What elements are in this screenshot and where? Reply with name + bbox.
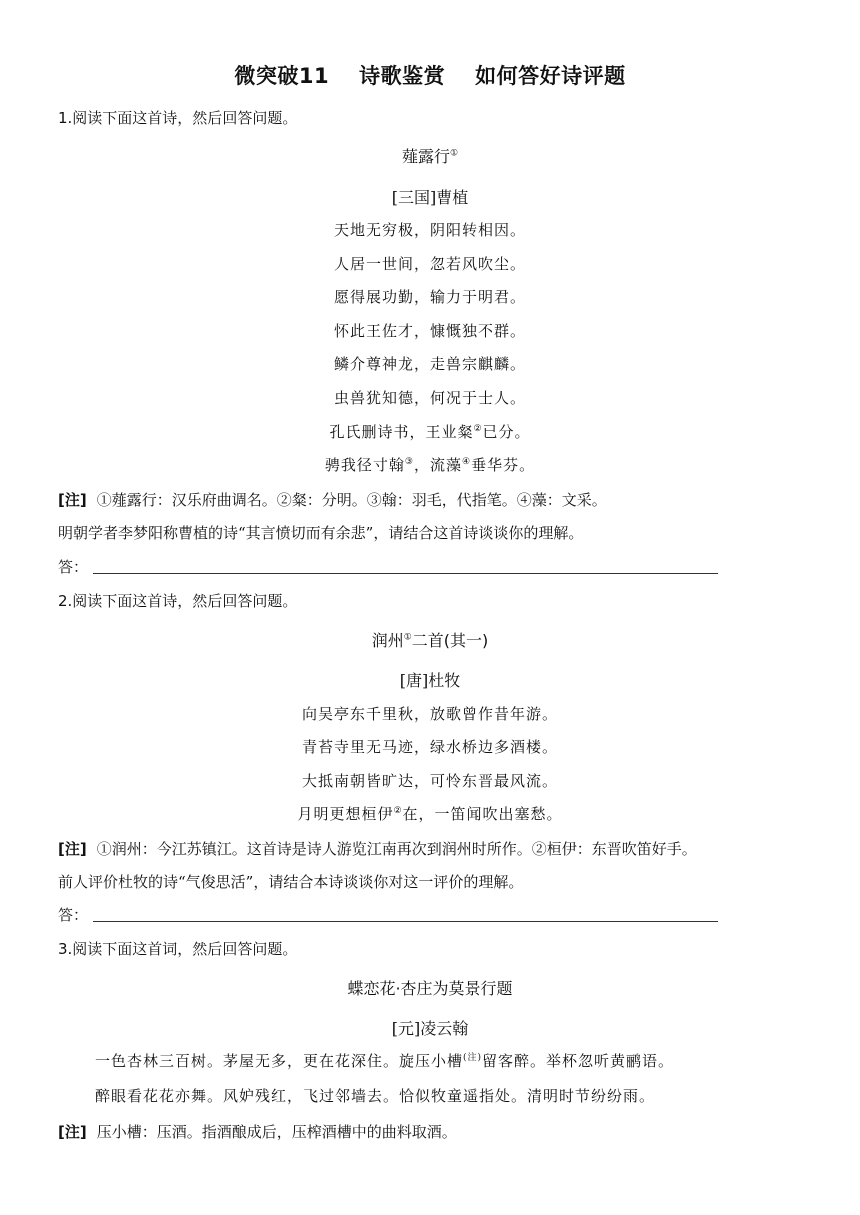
poem-3-note: [58, 1121, 457, 1142]
answer-2-field[interactable]: [58, 904, 88, 925]
note-tag: [注]: [58, 840, 87, 858]
poem-1-author: [三国]曹植: [391, 188, 469, 207]
poem-3-title: 蝶恋花·杏庄为莫景行题: [347, 979, 513, 998]
poem-1-line: 鳞介尊神龙，走兽宗麒麟。: [333, 355, 526, 373]
poem-2-line: [0, 803, 860, 824]
poem-2-line: 青苔寺里无马迹，绿水桥边多酒楼。: [301, 738, 558, 756]
note-tag: [注]: [58, 1123, 87, 1141]
poem-3-line: [95, 1050, 674, 1071]
question-2-prompt: 前人评价杜牧的诗“气俊思活”，请结合本诗谈谈你对这一评价的理解。: [58, 873, 524, 891]
question-1-label: 1.阅读下面这首诗，然后回答问题。: [58, 109, 298, 127]
poem-2-line-text: 月明更想桓伊: [297, 805, 394, 823]
poem-1-line-text: 已分。: [482, 423, 531, 441]
poem-2-title-text: 二首(其一): [411, 631, 489, 650]
answer-label: 答：: [58, 906, 89, 924]
footnote-marker: ④: [462, 457, 472, 467]
title-part-2: 诗歌鉴赏: [359, 64, 446, 88]
poem-1-line-text: ，流藻: [413, 456, 462, 474]
poem-1-line: 虫兽犹知德，何况于士人。: [333, 389, 526, 407]
title-part-3: 如何答好诗评题: [475, 64, 626, 88]
poem-1-line-text: 垂华芬。: [471, 456, 536, 474]
footnote-marker: ③: [404, 457, 414, 467]
poem-3-line-text: 留客醉。举杯忽听黄鹂语。: [482, 1052, 675, 1070]
title-part-1: 微突破11: [234, 64, 330, 88]
answer-line[interactable]: [93, 573, 718, 574]
footnote-marker: (注): [463, 1053, 483, 1063]
footnote-marker: ②: [473, 424, 483, 434]
poem-2-title-text: 润州: [371, 631, 404, 650]
page-title: [0, 60, 860, 90]
poem-2-title: [0, 628, 860, 651]
poem-1-line-text: 孔氏删诗书，王业粲: [329, 423, 474, 441]
poem-1-line: 天地无穷极，阴阳转相因。: [333, 221, 526, 239]
question-3-label: 3.阅读下面这首词，然后回答问题。: [58, 940, 298, 958]
note-text: ①润州：今江苏镇江。这首诗是诗人游览江南再次到润州时所作。②桓伊：东晋吹笛好手。: [96, 840, 697, 858]
note-tag: [注]: [58, 491, 87, 509]
poem-3-line-text: 一色杏林三百树。茅屋无多，更在花深住。旋压小槽: [95, 1052, 464, 1070]
footnote-marker: ②: [393, 806, 403, 816]
poem-1-line: 愿得展功勤，输力于明君。: [333, 288, 526, 306]
poem-1-line-text: 骋我径寸翰: [324, 456, 405, 474]
poem-1-line: [0, 421, 860, 442]
note-text: ①薤露行：汉乐府曲调名。②粲：分明。③翰：羽毛，代指笔。④藻：文采。: [96, 491, 607, 509]
poem-3-author: [元]凌云翰: [391, 1019, 469, 1038]
footnote-marker: ①: [403, 632, 412, 643]
answer-1-field[interactable]: [58, 556, 88, 577]
note-text: 压小槽：压酒。指酒酿成后，压榨酒槽中的曲料取酒。: [96, 1123, 457, 1141]
poem-1-line: 怀此王佐才，慷慨独不群。: [333, 322, 526, 340]
poem-2-line: 向吴亭东千里秋，放歌曾作昔年游。: [301, 705, 558, 723]
answer-label: 答：: [58, 558, 89, 576]
answer-line[interactable]: [93, 921, 718, 922]
poem-3-line: 醉眼看花花亦舞。风妒残红，飞过邻墙去。恰似牧童遥指处。清明时节纷纷雨。: [95, 1087, 656, 1105]
question-1-prompt: 明朝学者李梦阳称曹植的诗“其言愤切而有余悲”，请结合这首诗谈谈你的理解。: [58, 524, 584, 542]
poem-2-line-text: 在，一笛闻吹出塞愁。: [402, 805, 563, 823]
poem-1-title: [0, 144, 860, 167]
question-2-label: 2.阅读下面这首诗，然后回答问题。: [58, 592, 298, 610]
poem-1-line: [0, 454, 860, 475]
poem-1-note: [58, 489, 607, 510]
poem-2-note: [58, 838, 697, 859]
poem-2-author: [唐]杜牧: [399, 671, 461, 690]
poem-2-line: 大抵南朝皆旷达，可怜东晋最风流。: [301, 772, 558, 790]
poem-1-title-text: 薤露行: [401, 147, 450, 166]
footnote-marker: ①: [449, 148, 459, 159]
poem-1-line: 人居一世间，忽若风吹尘。: [333, 255, 526, 273]
